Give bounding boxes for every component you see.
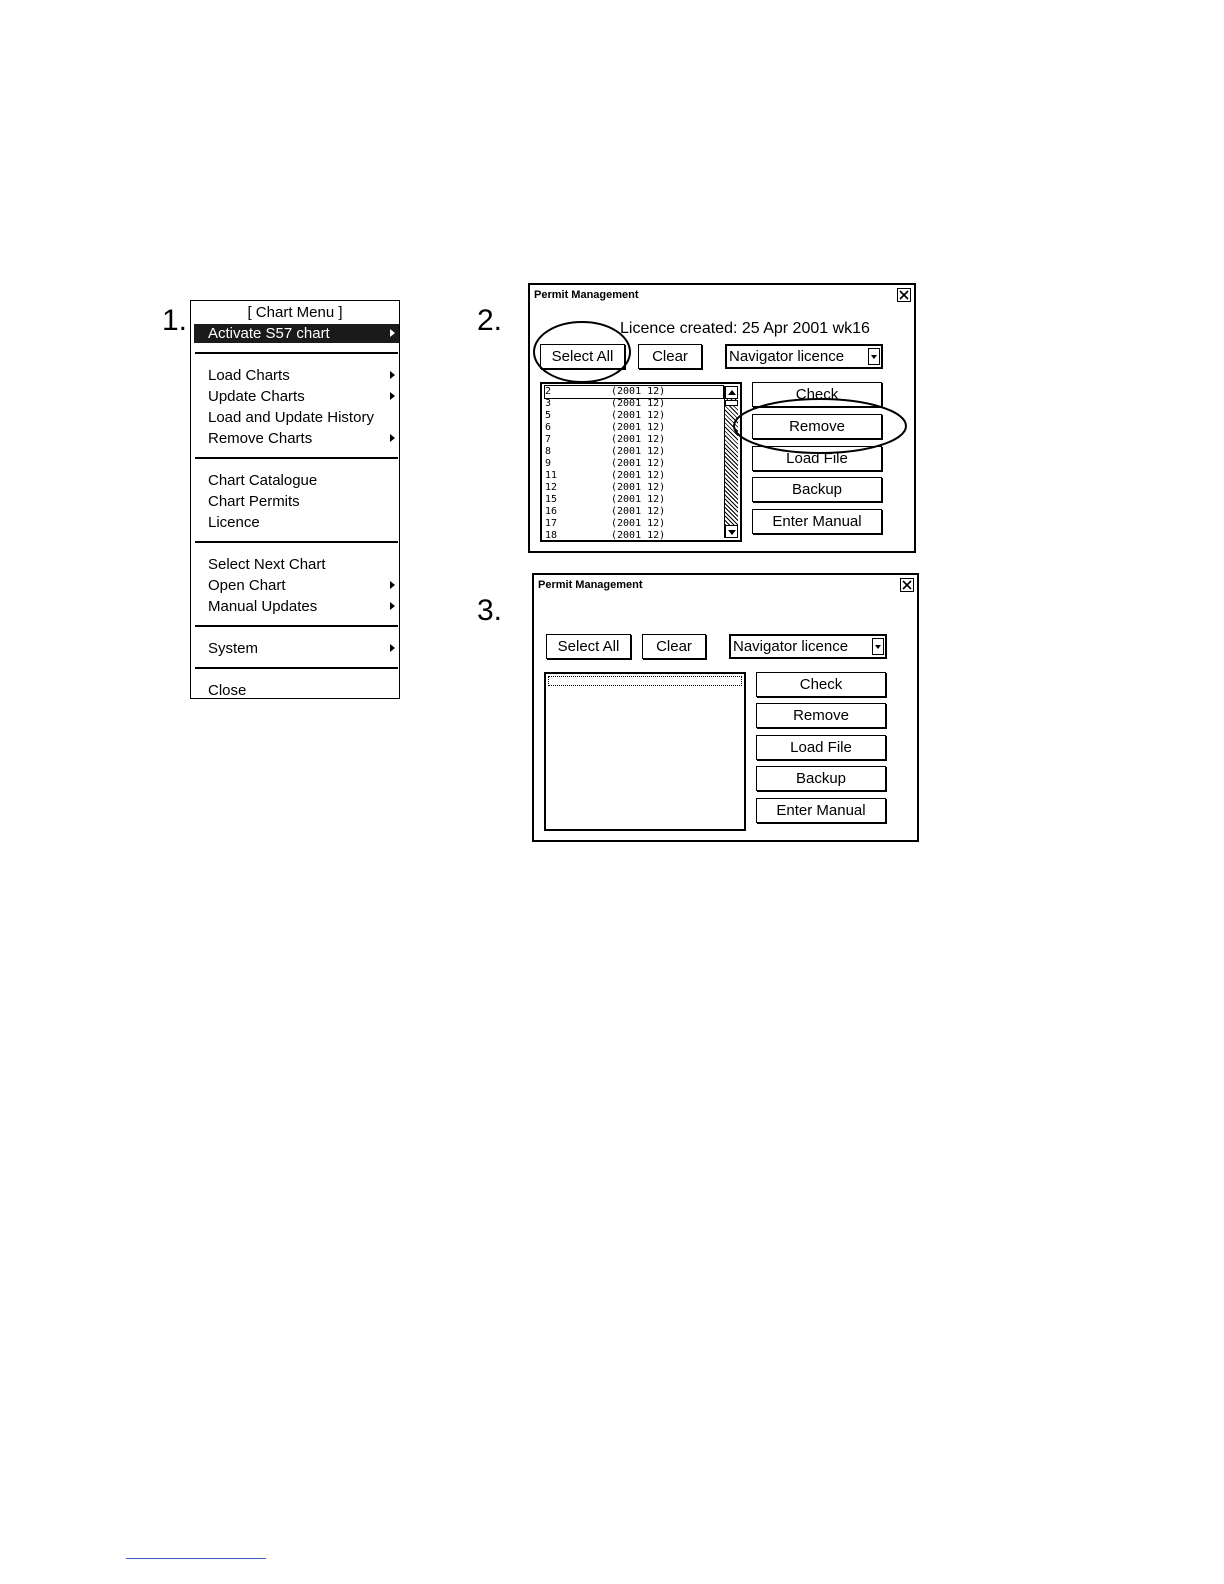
menu-item-label: Remove Charts xyxy=(208,430,313,447)
list-item[interactable] xyxy=(545,458,665,470)
backup-button[interactable]: Backup xyxy=(752,477,882,502)
permit-cell-edition: (2001 12) xyxy=(611,482,666,493)
dialog-title: Permit Management xyxy=(538,579,643,591)
permit-cell-edition: (2001 12) xyxy=(611,422,666,433)
permit-cell-edition: (2001 12) xyxy=(611,446,666,457)
permit-cell-edition: (2001 12) xyxy=(611,530,666,541)
submenu-arrow-icon xyxy=(390,329,395,337)
chart-menu-title: [ Chart Menu ] xyxy=(247,304,343,321)
load-file-button[interactable]: Load File xyxy=(752,446,882,471)
licence-type-value: Navigator licence xyxy=(729,348,845,365)
permit-cell-number: 7 xyxy=(545,434,552,445)
enter-manual-button[interactable]: Enter Manual xyxy=(752,509,882,534)
menu-item-licence[interactable] xyxy=(194,513,399,532)
list-item[interactable] xyxy=(545,494,665,506)
menu-item-label: Load and Update History xyxy=(208,409,374,426)
permit-cell-number: 6 xyxy=(545,422,552,433)
permit-cell-number: 9 xyxy=(545,458,552,469)
menu-item-label: Update Charts xyxy=(208,388,305,405)
list-item[interactable] xyxy=(545,398,665,410)
menu-divider xyxy=(195,667,398,669)
clear-button[interactable]: Clear xyxy=(642,634,706,659)
menu-item-label: Open Chart xyxy=(208,577,286,594)
menu-item-update-charts[interactable] xyxy=(194,387,399,406)
scroll-thumb[interactable] xyxy=(725,400,738,406)
menu-item-system[interactable] xyxy=(194,639,399,658)
enter-manual-button[interactable]: Enter Manual xyxy=(756,798,886,823)
menu-item-manual-updates[interactable] xyxy=(194,597,399,616)
permit-cell-number: 16 xyxy=(545,506,558,517)
step-number-3: 3. xyxy=(477,594,503,627)
step-number-2: 2. xyxy=(477,304,503,337)
menu-item-label: System xyxy=(208,640,259,657)
remove-button[interactable]: Remove xyxy=(756,703,886,728)
chevron-down-icon[interactable] xyxy=(872,638,884,655)
menu-item-label: Load Charts xyxy=(208,367,290,384)
permit-cell-number: 18 xyxy=(545,530,558,541)
step-number-1: 1. xyxy=(162,304,188,337)
menu-item-load-and-update-history[interactable] xyxy=(194,408,399,427)
permit-cell-edition: (2001 12) xyxy=(611,386,666,397)
menu-item-label: Close xyxy=(208,682,247,699)
chart-menu xyxy=(190,300,400,699)
submenu-arrow-icon xyxy=(390,644,395,652)
submenu-arrow-icon xyxy=(390,392,395,400)
permit-management-dialog-2 xyxy=(528,283,916,553)
permit-cell-edition: (2001 12) xyxy=(611,410,666,421)
scroll-down-icon[interactable] xyxy=(725,525,738,538)
menu-item-load-charts[interactable] xyxy=(194,366,399,385)
list-item[interactable] xyxy=(545,482,665,494)
close-icon[interactable] xyxy=(900,578,914,592)
permit-management-dialog-3 xyxy=(532,573,919,842)
licence-type-select[interactable] xyxy=(725,344,883,369)
list-item[interactable] xyxy=(545,446,665,458)
submenu-arrow-icon xyxy=(390,602,395,610)
list-item[interactable] xyxy=(545,422,665,434)
list-focus-row xyxy=(548,676,742,686)
list-item[interactable] xyxy=(545,410,665,422)
menu-divider xyxy=(195,352,398,354)
remove-button[interactable]: Remove xyxy=(752,414,882,439)
backup-button[interactable]: Backup xyxy=(756,766,886,791)
menu-divider xyxy=(195,541,398,543)
permit-cell-edition: (2001 12) xyxy=(611,458,666,469)
menu-item-label: Chart Permits xyxy=(208,493,300,510)
list-item[interactable] xyxy=(545,434,665,446)
menu-divider xyxy=(195,457,398,459)
footnote-rule xyxy=(126,1558,266,1559)
permit-cell-number: 2 xyxy=(545,386,552,397)
permit-cell-number: 5 xyxy=(545,410,552,421)
list-item[interactable] xyxy=(545,530,665,542)
permit-cell-number: 11 xyxy=(545,470,558,481)
select-all-button[interactable]: Select All xyxy=(540,344,625,369)
menu-item-chart-permits[interactable] xyxy=(194,492,399,511)
permit-cell-number: 12 xyxy=(545,482,558,493)
dialog-title: Permit Management xyxy=(534,289,639,301)
scroll-up-icon[interactable] xyxy=(725,386,738,399)
menu-item-label: Chart Catalogue xyxy=(208,472,318,489)
permit-cell-edition: (2001 12) xyxy=(611,470,666,481)
menu-item-chart-catalogue[interactable] xyxy=(194,471,399,490)
check-button[interactable]: Check xyxy=(756,672,886,697)
permit-cell-edition: (2001 12) xyxy=(611,398,666,409)
check-button[interactable]: Check xyxy=(752,382,882,407)
menu-item-label: Activate S57 chart xyxy=(208,325,330,342)
permit-cell-edition: (2001 12) xyxy=(611,494,666,505)
list-item[interactable] xyxy=(545,506,665,518)
permit-cell-edition: (2001 12) xyxy=(611,506,666,517)
licence-type-select[interactable] xyxy=(729,634,887,659)
scrollbar[interactable] xyxy=(724,386,738,538)
permit-cell-number: 15 xyxy=(545,494,558,505)
permit-cell-number: 3 xyxy=(545,398,552,409)
menu-divider xyxy=(195,625,398,627)
permit-cell-number: 17 xyxy=(545,518,558,529)
permit-list-empty[interactable] xyxy=(544,672,746,831)
menu-item-label: Manual Updates xyxy=(208,598,318,615)
menu-item-open-chart[interactable] xyxy=(194,576,399,595)
permit-cell-edition: (2001 12) xyxy=(611,434,666,445)
licence-created-text: Licence created: 25 Apr 2001 wk16 xyxy=(620,320,870,337)
chevron-down-icon[interactable] xyxy=(868,348,880,365)
menu-item-label: Select Next Chart xyxy=(208,556,326,573)
close-icon[interactable] xyxy=(897,288,911,302)
select-all-button[interactable]: Select All xyxy=(546,634,631,659)
menu-item-close[interactable] xyxy=(194,681,399,700)
list-item[interactable] xyxy=(545,518,665,530)
list-item[interactable] xyxy=(545,386,723,398)
permit-cell-number: 8 xyxy=(545,446,552,457)
licence-type-value: Navigator licence xyxy=(733,638,849,655)
menu-item-remove-charts[interactable] xyxy=(194,429,399,448)
clear-button[interactable]: Clear xyxy=(638,344,702,369)
menu-item-select-next-chart[interactable] xyxy=(194,555,399,574)
menu-item-label: Licence xyxy=(208,514,260,531)
submenu-arrow-icon xyxy=(390,371,395,379)
permit-cell-edition: (2001 12) xyxy=(611,518,666,529)
load-file-button[interactable]: Load File xyxy=(756,735,886,760)
submenu-arrow-icon xyxy=(390,434,395,442)
list-item[interactable] xyxy=(545,470,665,482)
submenu-arrow-icon xyxy=(390,581,395,589)
permit-list[interactable] xyxy=(540,382,742,542)
menu-item-activate-s57-chart[interactable] xyxy=(194,324,399,343)
